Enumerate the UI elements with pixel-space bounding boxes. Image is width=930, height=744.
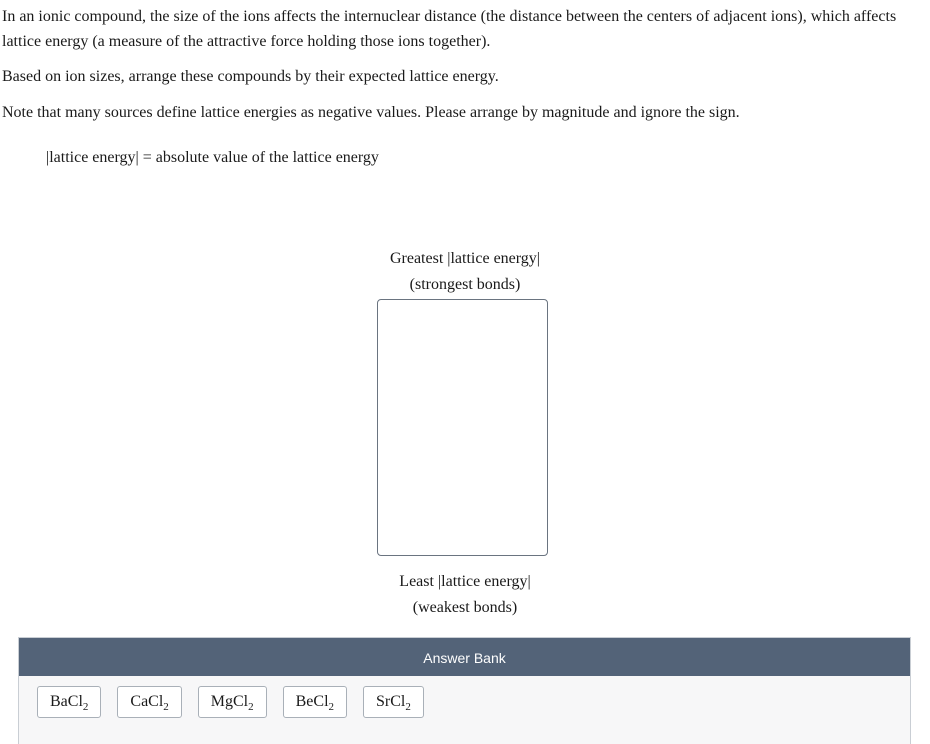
note-paragraph: Note that many sources define lattice energies as negative values. Please arrange by magnitude and ignore the sign. <box>2 104 740 121</box>
greatest-label-line1: Greatest |lattice energy| <box>389 250 541 267</box>
least-label-line1: Least |lattice energy| <box>399 573 531 590</box>
tile-subscript: 2 <box>405 701 411 714</box>
answer-bank <box>18 637 911 744</box>
tile-cacl2[interactable] <box>117 686 181 718</box>
tile-srcl2[interactable] <box>363 686 424 718</box>
task-paragraph: Based on ion sizes, arrange these compounds by their expected lattice energy. <box>2 68 499 85</box>
tile-mgcl2[interactable] <box>198 686 267 718</box>
tile-base: CaCl <box>130 693 164 710</box>
tile-base: MgCl <box>210 693 249 710</box>
tile-bacl2[interactable] <box>37 686 101 718</box>
tile-subscript: 2 <box>328 701 335 714</box>
least-label <box>365 569 565 621</box>
lattice-energy-definition: |lattice energy| = absolute value of the lattice energy <box>46 149 379 166</box>
tile-subscript: 2 <box>163 701 169 714</box>
least-label-line2: (weakest bonds) <box>412 599 518 616</box>
intro-paragraph <box>2 4 922 54</box>
tile-subscript: 2 <box>248 701 254 714</box>
tile-subscript: 2 <box>82 701 89 714</box>
tile-base: BaCl <box>50 693 83 710</box>
tile-base: BeCl <box>295 693 329 710</box>
answer-bank-tiles <box>37 686 424 718</box>
tile-base: SrCl <box>376 693 406 710</box>
tile-becl2[interactable] <box>283 686 347 718</box>
answer-bank-header: Answer Bank <box>19 638 910 676</box>
greatest-label-line2: (strongest bonds) <box>409 276 521 293</box>
ranking-drop-zone[interactable] <box>377 299 548 556</box>
greatest-label <box>365 246 565 298</box>
intro-text: In an ionic compound, the size of the ions affects the internuclear distance (the distance between the centers of adjacent ions), which affects lattice energy (a measure of the attractive force holding those ions together). <box>2 8 897 50</box>
